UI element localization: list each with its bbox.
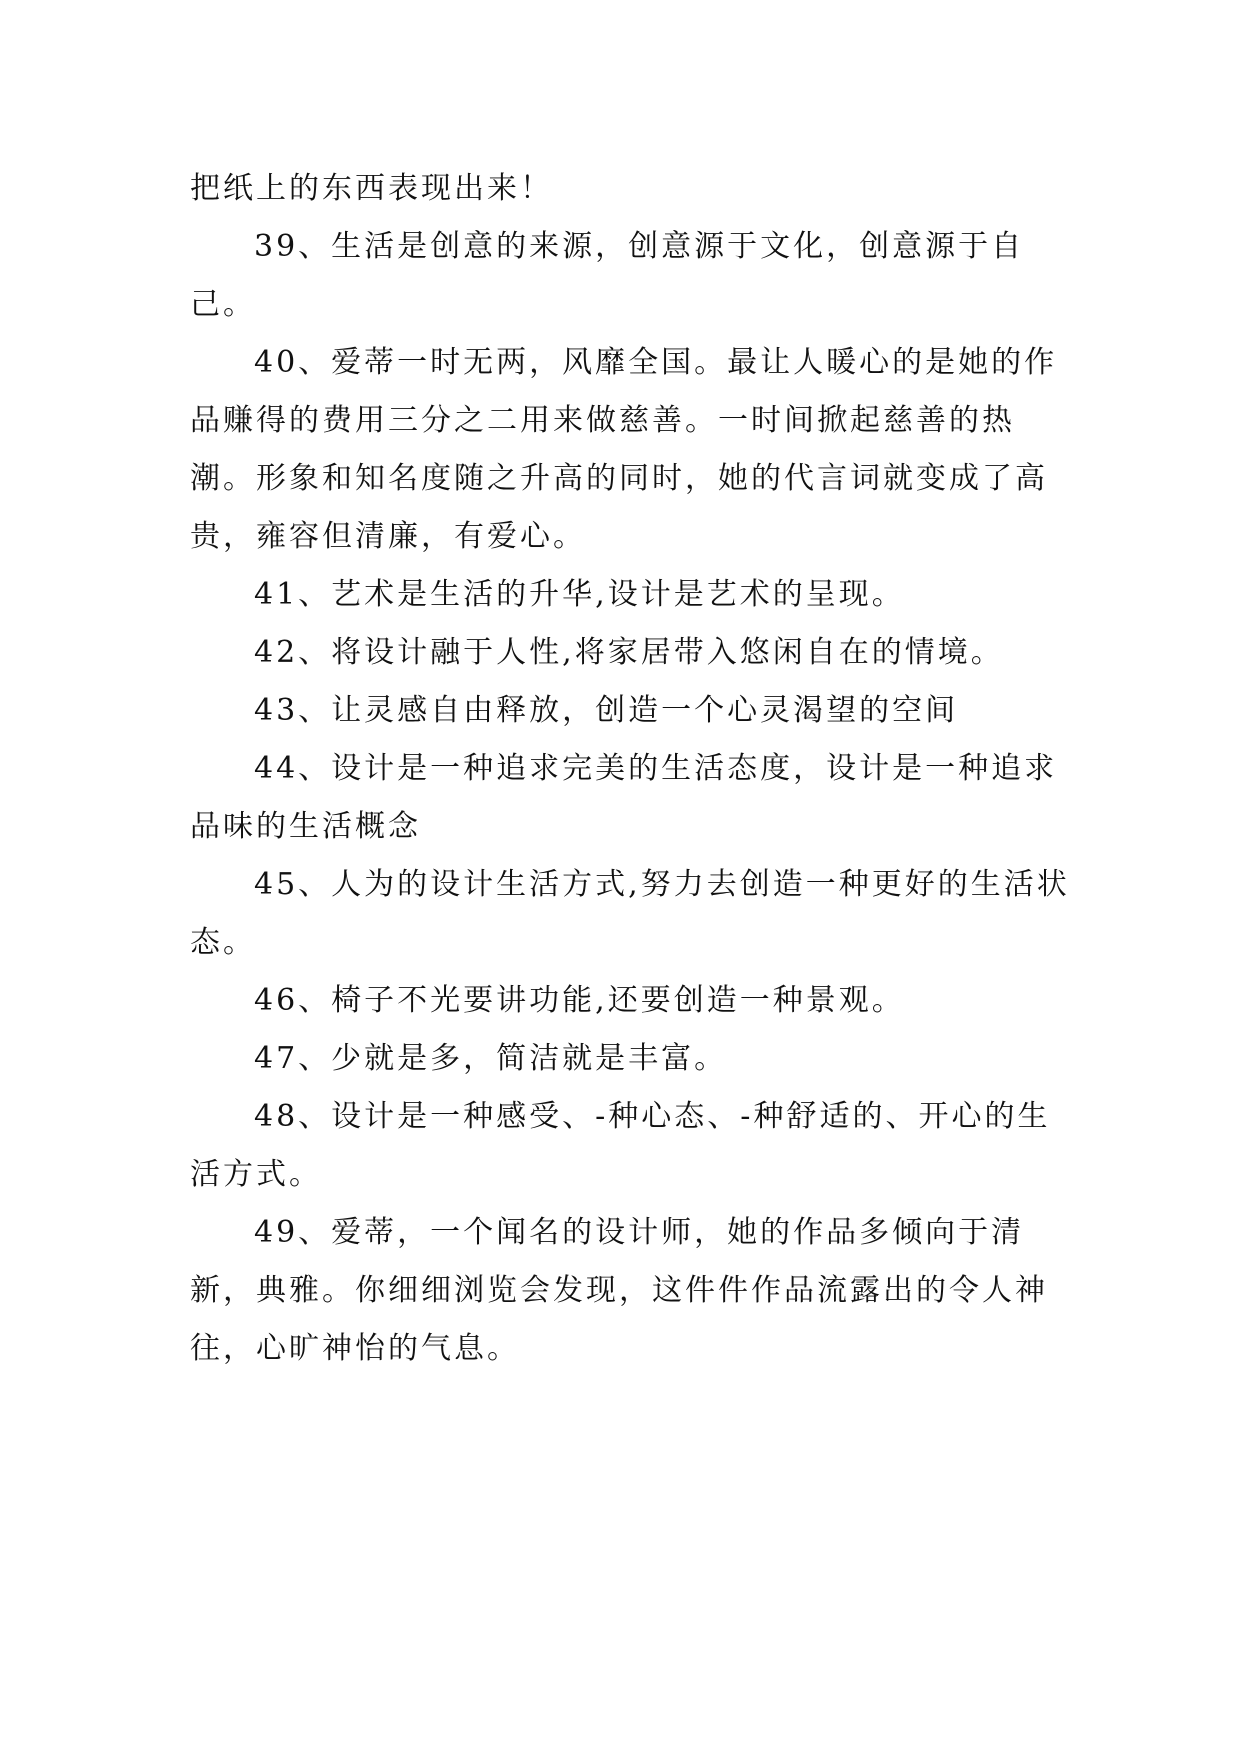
paragraph-45: 45、人为的设计生活方式,努力去创造一种更好的生活状态。 [190, 867, 1070, 960]
paragraph-49: 49、爱蒂，一个闻名的设计师，她的作品多倾向于清新，典雅。你细细浏览会发现，这件件作品流露出的令人神往，心旷神怡的气息。 [190, 1215, 1048, 1366]
paragraph-42: 42、将设计融于人性,将家居带入悠闲自在的情境。 [254, 635, 1004, 670]
paragraph-44: 44、设计是一种追求完美的生活态度，设计是一种追求品味的生活概念 [190, 751, 1058, 844]
paragraph-46: 46、椅子不光要讲功能,还要创造一种景观。 [254, 983, 905, 1018]
paragraph-43: 43、让灵感自由释放，创造一个心灵渴望的空间 [254, 693, 959, 728]
paragraph-47: 47、少就是多，简洁就是丰富。 [254, 1041, 728, 1076]
paragraph-39: 39、生活是创意的来源，创意源于文化，创意源于自己。 [190, 229, 1025, 322]
paragraph-48: 48、设计是一种感受、-种心态、-种舒适的、开心的生活方式。 [190, 1099, 1051, 1192]
paragraph-continuation: 把纸上的东西表现出来！ [190, 171, 553, 206]
document-body [190, 160, 1070, 1378]
paragraph-41: 41、艺术是生活的升华,设计是艺术的呈现。 [254, 577, 905, 612]
paragraph-40: 40、爱蒂一时无两，风靡全国。最让人暖心的是她的作品赚得的费用三分之二用来做慈善。一时间掀起慈善的热潮。形象和知名度随之升高的同时，她的代言词就变成了高贵，雍容但清廉，有爱心。 [190, 345, 1058, 554]
